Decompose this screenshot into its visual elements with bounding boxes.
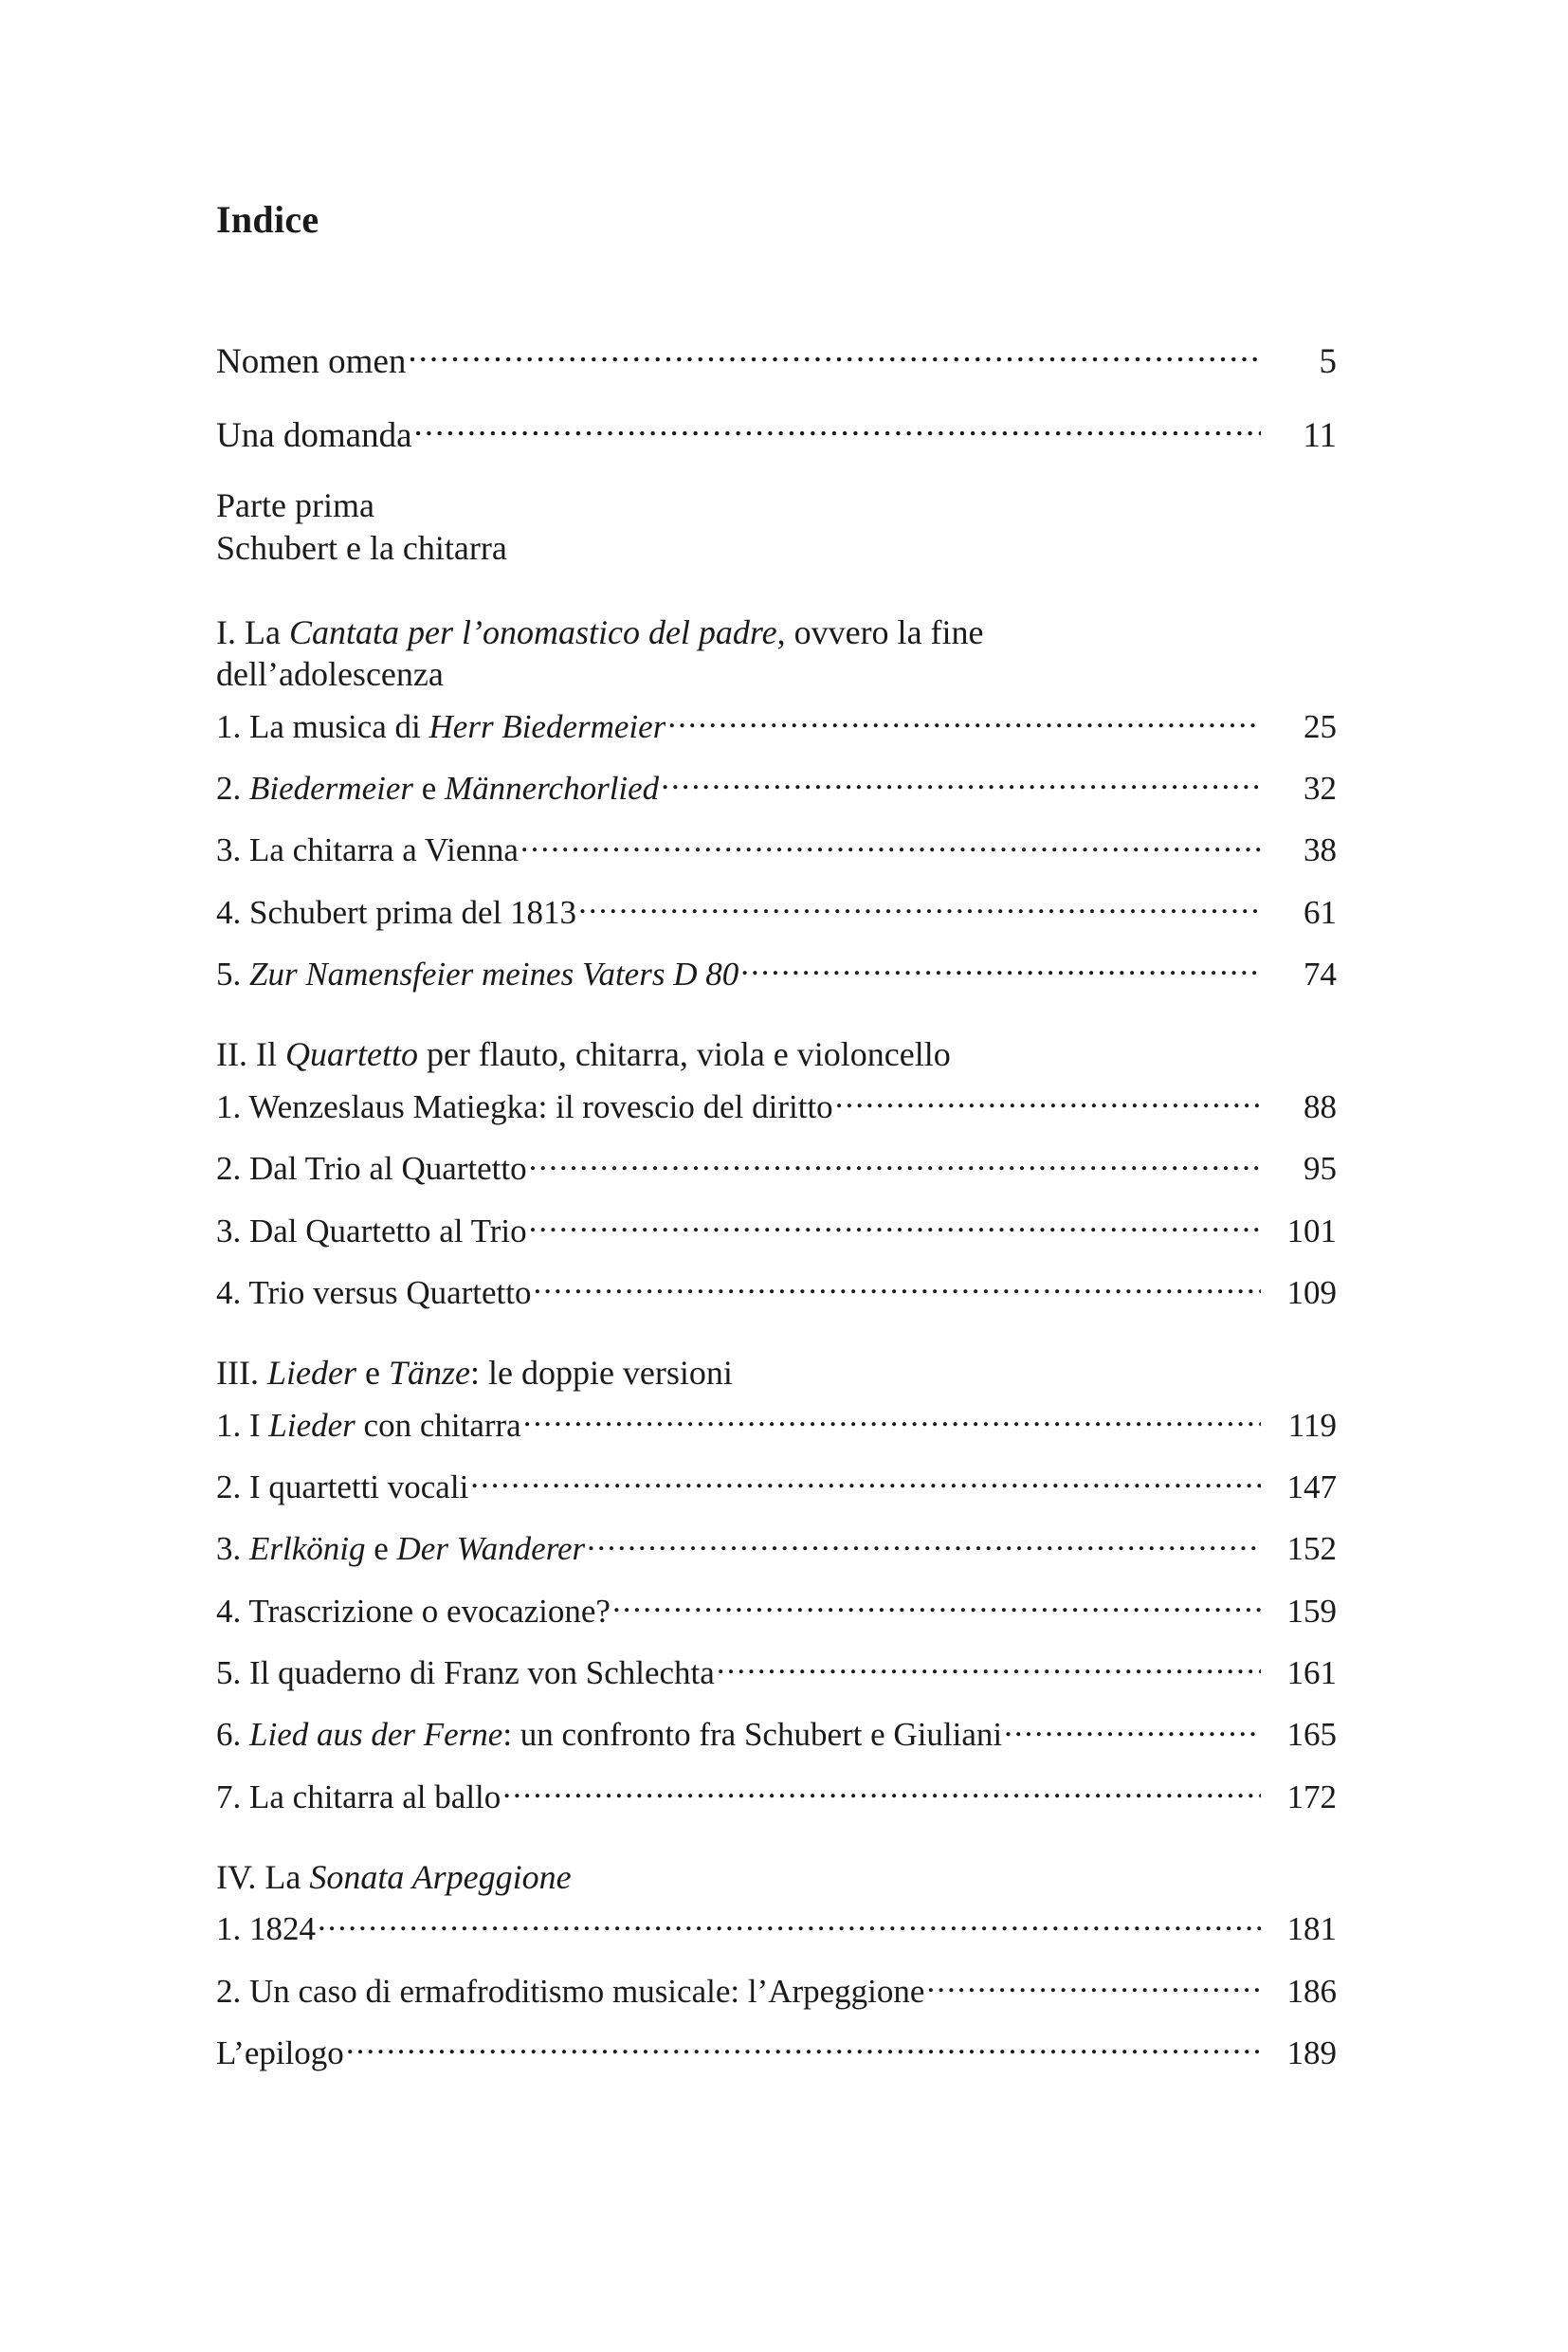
dot-leader xyxy=(470,1465,1261,1498)
toc-entry-page-number: 38 xyxy=(1304,831,1337,869)
front-matter-entry[interactable] xyxy=(216,337,1337,383)
dot-leader xyxy=(578,890,1261,923)
chapter-heading: III. Lieder e Tänze: le doppie versioni xyxy=(216,1354,733,1393)
dot-leader xyxy=(408,337,1261,373)
dot-leader xyxy=(529,1209,1261,1242)
chapter-heading: IV. La Sonata Arpeggione xyxy=(216,1857,572,1896)
toc-entry-page-number: 11 xyxy=(1303,415,1337,455)
chapter-entry[interactable] xyxy=(216,1775,1337,1816)
toc-entry-page-number: 88 xyxy=(1304,1087,1337,1125)
toc-entry-page-number: 186 xyxy=(1286,1972,1337,2010)
toc-entry-page-number: 109 xyxy=(1286,1273,1337,1311)
toc-entry-page-number: 147 xyxy=(1286,1468,1337,1506)
dot-leader xyxy=(717,1650,1261,1684)
dot-leader xyxy=(661,766,1261,799)
chapter-entry[interactable] xyxy=(216,1146,1337,1188)
dot-leader xyxy=(318,1906,1261,1940)
part-heading xyxy=(216,484,1337,569)
toc-entry-page-number: 32 xyxy=(1304,770,1337,808)
toc-entry-label: Nomen omen xyxy=(216,342,407,381)
toc-entry-label: 3. La chitarra a Vienna xyxy=(216,831,519,869)
toc-entry-page-number: 181 xyxy=(1286,1910,1337,1948)
dot-leader xyxy=(740,952,1261,985)
toc-entry-page-number: 152 xyxy=(1286,1530,1337,1568)
chapter-entry[interactable] xyxy=(216,828,1337,869)
chapter-entry[interactable] xyxy=(216,1526,1337,1568)
chapter-entry[interactable] xyxy=(216,1969,1337,2011)
toc-entry-page-number: 119 xyxy=(1287,1406,1337,1444)
part-heading-line-2: Schubert e la chitarra xyxy=(216,528,507,567)
dot-leader xyxy=(520,828,1261,861)
dot-leader xyxy=(523,1403,1261,1436)
dot-leader xyxy=(534,1270,1262,1304)
toc-entry-label: 4. Schubert prima del 1813 xyxy=(216,893,577,931)
chapter-heading: II. Il Quartetto per flauto, chitarra, viola e violoncello xyxy=(216,1035,951,1074)
part-heading-line-1: Parte prima xyxy=(216,486,374,525)
dot-leader xyxy=(926,1969,1261,2002)
toc-entry-label: 2. Dal Trio al Quartetto xyxy=(216,1150,527,1188)
toc-entry-label: 2. I quartetti vocali xyxy=(216,1468,469,1506)
chapter-block xyxy=(216,1352,1337,1816)
chapter-entry[interactable] xyxy=(216,1209,1337,1250)
chapter-block xyxy=(216,1856,1337,2073)
front-matter-entry[interactable] xyxy=(216,411,1337,457)
toc-entry-label: 7. La chitarra al ballo xyxy=(216,1778,501,1815)
chapter-entry[interactable] xyxy=(216,890,1337,932)
chapter-entry[interactable] xyxy=(216,1270,1337,1312)
toc-entry-label: 5. Zur Namensfeier meines Vaters D 80 xyxy=(216,956,739,993)
toc-entry-label: 1. I Lieder con chitarra xyxy=(216,1406,521,1444)
toc-entry-label: 3. Dal Quartetto al Trio xyxy=(216,1212,527,1249)
chapter-block xyxy=(216,1033,1337,1312)
toc-entry-label: 2. Biedermeier e Männerchorlied xyxy=(216,770,660,808)
toc-entry-label: 2. Un caso di ermafroditismo musicale: l’Arpeggione xyxy=(216,1972,925,2010)
dot-leader xyxy=(502,1775,1261,1808)
toc-entry-page-number: 74 xyxy=(1304,956,1337,993)
chapter-entry[interactable] xyxy=(216,1403,1337,1445)
toc-entry-page-number: 25 xyxy=(1304,707,1337,745)
toc-entry-page-number: 189 xyxy=(1286,2034,1337,2072)
dot-leader xyxy=(529,1146,1261,1179)
toc-entry-label: 1. La musica di Herr Biedermeier xyxy=(216,707,666,745)
toc-entry-label: 4. Trio versus Quartetto xyxy=(216,1273,532,1311)
chapter-entry[interactable] xyxy=(216,2031,1337,2072)
toc-entry-page-number: 95 xyxy=(1304,1150,1337,1188)
toc-entry-page-number: 5 xyxy=(1319,342,1337,381)
toc-entry-page-number: 161 xyxy=(1286,1653,1337,1691)
toc-content xyxy=(216,198,1337,2092)
chapter-heading: I. La Cantata per l’onomastico del padre, ovvero la fine dell’adolescenza xyxy=(216,612,984,694)
toc-entry-label: L’epilogo xyxy=(216,2034,344,2072)
chapter-entry[interactable] xyxy=(216,1465,1337,1506)
chapter-block xyxy=(216,611,1337,994)
toc-entry-label: 5. Il quaderno di Franz von Schlechta xyxy=(216,1653,715,1691)
toc-entry-label: 4. Trascrizione o evocazione? xyxy=(216,1592,611,1630)
chapter-entry[interactable] xyxy=(216,1712,1337,1754)
chapter-entry[interactable] xyxy=(216,1650,1337,1692)
chapter-entry[interactable] xyxy=(216,1085,1337,1126)
chapter-list xyxy=(216,611,1337,2073)
chapter-entry[interactable] xyxy=(216,952,1337,994)
toc-entry-label: Una domanda xyxy=(216,415,412,455)
toc-entry-page-number: 172 xyxy=(1286,1778,1337,1815)
dot-leader xyxy=(612,1589,1261,1622)
dot-leader xyxy=(346,2031,1261,2064)
dot-leader xyxy=(667,704,1261,738)
front-matter-list xyxy=(216,337,1337,456)
toc-entry-page-number: 61 xyxy=(1304,893,1337,931)
dot-leader xyxy=(1004,1712,1261,1745)
chapter-entry[interactable] xyxy=(216,704,1337,746)
dot-leader xyxy=(414,411,1261,447)
chapter-entry[interactable] xyxy=(216,766,1337,808)
page-title: Indice xyxy=(216,198,319,241)
toc-entry-label: 3. Erlkönig e Der Wanderer xyxy=(216,1530,586,1568)
toc-entry-page-number: 165 xyxy=(1286,1716,1337,1754)
toc-entry-page-number: 101 xyxy=(1286,1212,1337,1249)
toc-entry-label: 6. Lied aus der Ferne: un confronto fra Schubert e Giuliani xyxy=(216,1716,1003,1754)
toc-entry-label: 1. 1824 xyxy=(216,1910,316,1948)
dot-leader xyxy=(587,1526,1261,1559)
toc-entry-label: 1. Wenzeslaus Matiegka: il rovescio del diritto xyxy=(216,1087,833,1125)
toc-entry-page-number: 159 xyxy=(1286,1592,1337,1630)
dot-leader xyxy=(835,1085,1261,1118)
chapter-entry[interactable] xyxy=(216,1906,1337,1948)
chapter-entry[interactable] xyxy=(216,1589,1337,1631)
